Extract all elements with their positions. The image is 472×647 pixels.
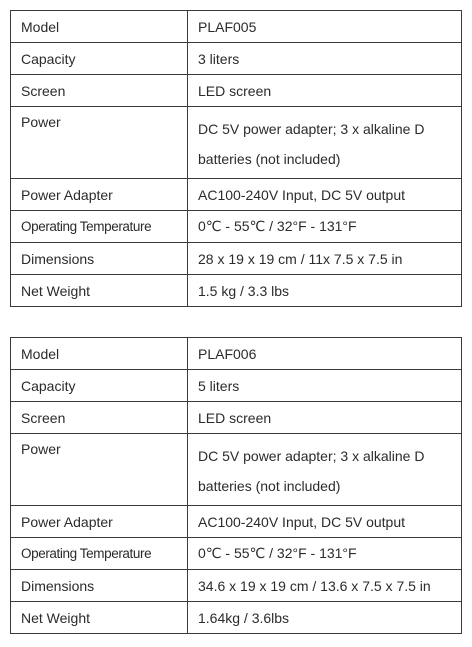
row-value-line: batteries (not included): [198, 478, 341, 494]
row-label: Model: [11, 338, 188, 370]
table-row: [11, 602, 462, 634]
table-row: [11, 338, 462, 370]
spec-table-plaf005: [10, 10, 462, 307]
table-row: [11, 211, 462, 243]
row-value-line: DC 5V power adapter; 3 x alkaline D: [198, 121, 425, 137]
table-row: [11, 538, 462, 570]
row-label: Dimensions: [11, 243, 188, 275]
row-label: Model: [11, 11, 188, 43]
row-value-line: batteries (not included): [198, 151, 341, 167]
row-label: Screen: [11, 402, 188, 434]
row-value: PLAF006: [188, 338, 462, 370]
row-value: AC100-240V Input, DC 5V output: [188, 506, 462, 538]
table-row: [11, 75, 462, 107]
row-value: 1.5 kg / 3.3 lbs: [188, 275, 462, 307]
row-label: Power: [11, 434, 188, 506]
table-row: [11, 275, 462, 307]
row-value: [188, 434, 462, 506]
row-label: Capacity: [11, 43, 188, 75]
row-value: 1.64kg / 3.6lbs: [188, 602, 462, 634]
row-value: 28 x 19 x 19 cm / 11x 7.5 x 7.5 in: [188, 243, 462, 275]
table-row: [11, 434, 462, 506]
table-row: [11, 570, 462, 602]
table-row: [11, 243, 462, 275]
row-label: Power Adapter: [11, 179, 188, 211]
table-row: [11, 11, 462, 43]
row-value: 34.6 x 19 x 19 cm / 13.6 x 7.5 x 7.5 in: [188, 570, 462, 602]
row-value: [188, 107, 462, 179]
row-label: Operating Temperature: [11, 538, 188, 570]
row-label: Power: [11, 107, 188, 179]
row-label: Screen: [11, 75, 188, 107]
row-value: 3 liters: [188, 43, 462, 75]
row-value: PLAF005: [188, 11, 462, 43]
row-label: Dimensions: [11, 570, 188, 602]
table-row: [11, 107, 462, 179]
table-row: [11, 43, 462, 75]
row-value-line: DC 5V power adapter; 3 x alkaline D: [198, 448, 425, 464]
row-value: LED screen: [188, 75, 462, 107]
row-value: 0℃ - 55℃ / 32°F - 131°F: [188, 211, 462, 243]
row-label: Capacity: [11, 370, 188, 402]
row-value: AC100-240V Input, DC 5V output: [188, 179, 462, 211]
row-label: Operating Temperature: [11, 211, 188, 243]
table-row: [11, 402, 462, 434]
row-value: LED screen: [188, 402, 462, 434]
table-row: [11, 179, 462, 211]
row-value: 0℃ - 55℃ / 32°F - 131°F: [188, 538, 462, 570]
table-row: [11, 506, 462, 538]
row-value: 5 liters: [188, 370, 462, 402]
table-row: [11, 370, 462, 402]
row-label: Net Weight: [11, 602, 188, 634]
row-label: Power Adapter: [11, 506, 188, 538]
row-label: Net Weight: [11, 275, 188, 307]
spec-table-plaf006: [10, 337, 462, 634]
